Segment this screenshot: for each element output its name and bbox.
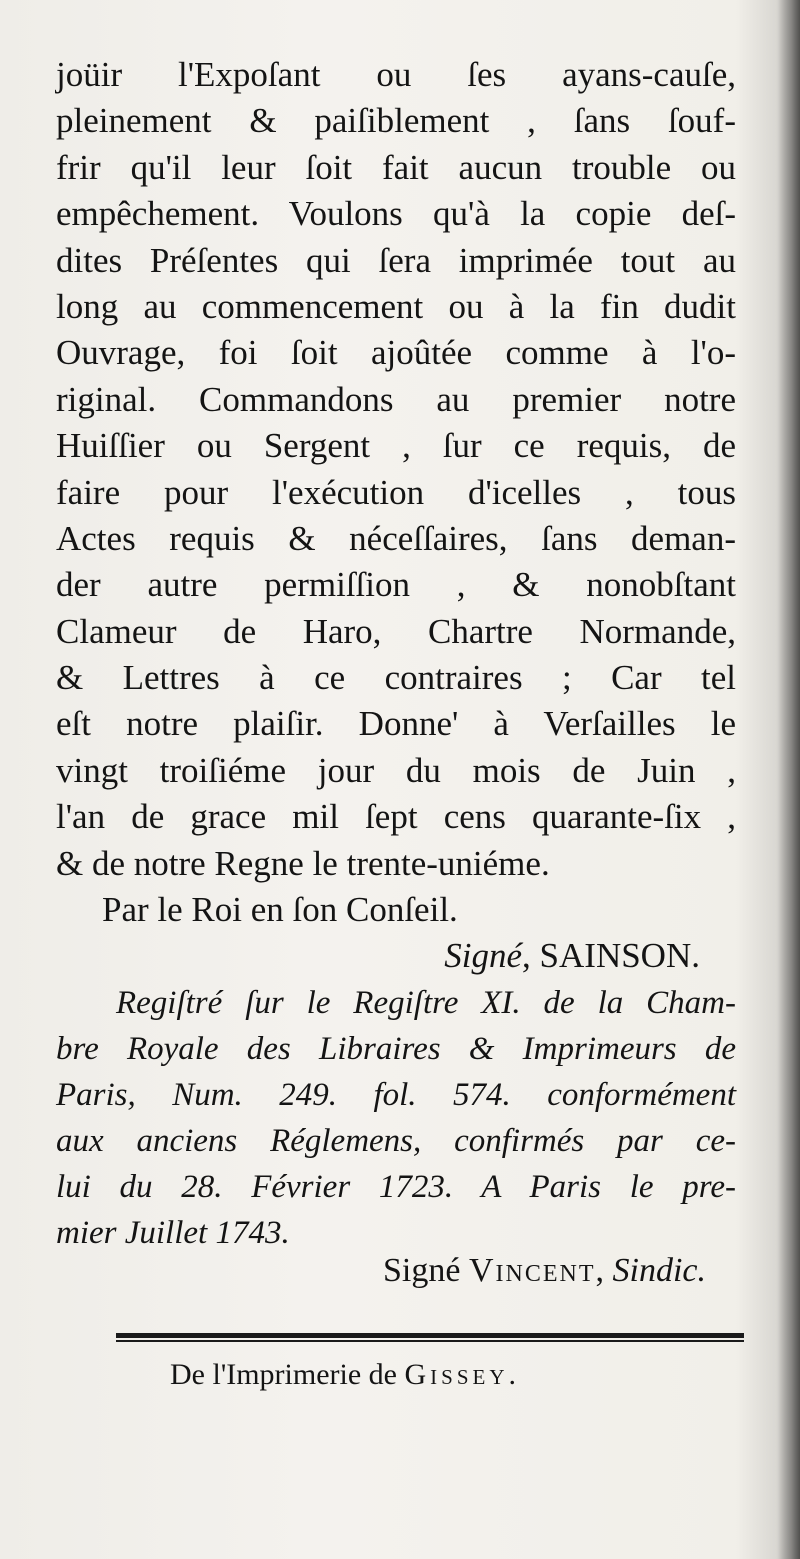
rule-thin — [116, 1340, 744, 1342]
text-line: & Lettres à ce contraires ; Car tel — [56, 658, 736, 698]
text-line: faire pour l'exécution d'icelles , tous — [56, 472, 736, 512]
registration-line: aux anciens Réglemens, confirmés par ce- — [56, 1123, 736, 1159]
text-line: Ouvrage, foi ſoit ajoûtée comme à l'o- — [56, 333, 736, 373]
registration-line: Regiſtré ſur le Regiſtre XI. de la Cham- — [116, 985, 736, 1021]
text-line: Actes requis & néceſſaires, ſans deman- — [56, 518, 736, 558]
par-le-roi-line: Par le Roi en ſon Conſeil. — [102, 890, 458, 930]
registration-line: mier Juillet 1743. — [56, 1215, 290, 1251]
text-line: eſt notre plaiſir. Donne' à Verſailles le — [56, 704, 736, 744]
text-line: Clameur de Haro, Chartre Normande, — [56, 611, 736, 651]
registration-text — [56, 980, 736, 1256]
text-line: joüir l'Expoſant ou ſes ayans-cauſe, — [56, 55, 736, 94]
text-line: vingt troiſiéme jour du mois de Juin , — [56, 750, 736, 790]
registration-line: Paris, Num. 249. fol. 574. conformément — [56, 1077, 736, 1113]
body-text — [56, 52, 736, 980]
printer-imprint — [170, 1358, 670, 1392]
text-line: dites Préſentes qui ſera imprimée tout au — [56, 240, 736, 280]
registration-line: lui du 28. Février 1723. A Paris le pre- — [56, 1169, 736, 1205]
text-line: empêchement. Voulons qu'à la copie deſ- — [56, 194, 736, 234]
signer2-title: Sindic. — [612, 1252, 706, 1289]
text-line: der autre permiſſion , & nonobſtant — [56, 565, 736, 605]
text-line: frir qu'il leur ſoit fait aucun trouble ou — [56, 147, 736, 187]
imprint-printer-name: Gissey. — [404, 1358, 520, 1391]
text-line: long au commencement ou à la fin dudit — [56, 286, 736, 326]
registration-line: bre Royale des Libraires & Imprimeurs de — [56, 1031, 736, 1067]
text-line: l'an de grace mil ſept cens quarante-ſix , — [56, 797, 736, 837]
imprint-prefix: De l'Imprimerie de — [170, 1358, 397, 1391]
signature-vincent: Signé Vincent, Sindic. — [383, 1252, 706, 1289]
text-line: riginal. Commandons au premier notre — [56, 379, 736, 419]
double-rule-divider — [116, 1331, 744, 1345]
signe-label: Signé — [444, 936, 523, 976]
text-line: & de notre Regne le trente-uniéme. — [56, 843, 550, 883]
signe2-label: Signé — [383, 1252, 461, 1289]
signature-sainson: Signé, SAINSON. — [444, 936, 700, 976]
signer2-name: Vincent — [468, 1252, 596, 1289]
text-line: pleinement & paiſiblement , ſans ſouf- — [56, 101, 736, 141]
page-edge-shadow — [778, 0, 800, 1559]
signer-name: SAINSON. — [539, 936, 700, 976]
rule-thick — [116, 1333, 744, 1338]
text-line: Huiſſier ou Sergent , ſur ce requis, de — [56, 426, 736, 466]
